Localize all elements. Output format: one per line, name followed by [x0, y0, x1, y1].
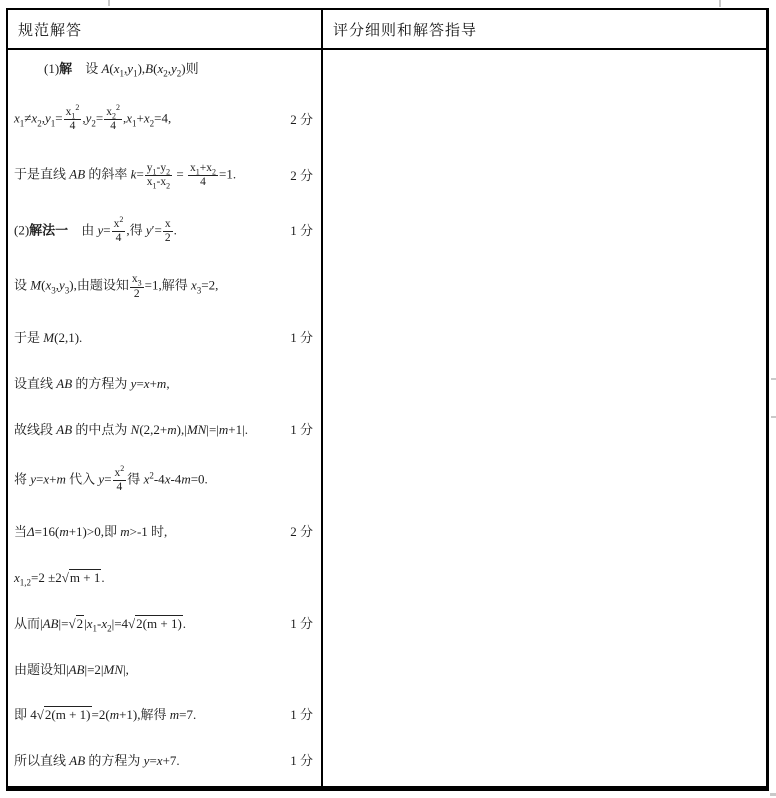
score-label: 1 分: [290, 223, 313, 239]
solution-line: [14, 375, 313, 393]
solution-math: (1)解 设 $A(x_1,y_1),B(x_2,y_2)$则: [44, 61, 199, 79]
scan-artifact: [719, 0, 721, 7]
header-cell-solution: 规范解答: [8, 10, 321, 50]
score-label: 1 分: [290, 753, 313, 769]
solution-math: (2)解法一 由 y= $\frac{x^2}{4}$ ,得 y′= $\frac{x}{2}$ .: [14, 214, 177, 244]
solution-line: [14, 661, 313, 679]
solution-math: 故线段 AB 的中点为 N(2,2+m),|MN|=|m+1|.: [14, 422, 248, 438]
score-label: 1 分: [290, 330, 313, 346]
solution-math: $x_{1,2}=2 \pm 2√m + 1$.: [14, 569, 105, 588]
solution-math: 设直线 AB 的方程为 y=x+m,: [14, 376, 170, 392]
solution-math: 所以直线 AB 的方程为 y=x+7.: [14, 753, 180, 769]
score-label: 1 分: [290, 422, 313, 438]
solution-math: 即 4√2(m + 1)=2(m+1),解得 m=7.: [14, 707, 197, 723]
solution-math: 于是 M(2,1).: [14, 330, 83, 346]
guidance-paragraphs: [323, 50, 766, 786]
score-label: 2 分: [290, 523, 313, 539]
solution-math: $x_1\ne x_2,y_1=$ $\frac{x_1^2}{4}$ $,y_2=$ $\frac{x_2^2}{4}$ $,x_1+x_2=4$,: [14, 103, 172, 133]
solution-line: [14, 615, 313, 633]
solution-line: [14, 60, 313, 78]
solution-line: [14, 706, 313, 724]
solution-line: [14, 214, 313, 245]
header-cell-guidance: 评分细则和解答指导: [323, 10, 766, 50]
scan-artifact: [771, 416, 776, 418]
solution-line: [14, 273, 313, 300]
solution-column: [8, 10, 323, 786]
solution-line: [14, 329, 313, 347]
solution-math: 当Δ=16(m+1)>0,即 m>-1 时,: [14, 523, 168, 539]
scan-artifact: [108, 0, 110, 6]
solution-line: [14, 569, 313, 587]
score-label: 2 分: [290, 167, 313, 183]
solution-line: [14, 421, 313, 439]
solution-math: 设 $M(x_3,y_3)$,由题设知 $\frac{x_3}{2}$ =1,解得 $x_3=2$,: [14, 273, 219, 300]
solution-lines: [8, 50, 321, 786]
scan-artifact: [771, 378, 776, 380]
scoring-table: [6, 8, 769, 791]
solution-math: 于是直线 AB 的斜率 k= $\frac{y_1-y_2}{x_1-x_2}$ = $\frac{x_1+x_2}{4}$ =1.: [14, 161, 237, 191]
solution-line: [14, 523, 313, 541]
solution-math: 将 y=x+m 代入 y= $\frac{x^2}{4}$ 得 $x^2-4x-4m=0$.: [14, 464, 208, 494]
solution-line: [14, 103, 313, 133]
scan-artifact: [770, 793, 776, 796]
solution-line: [14, 752, 313, 770]
solution-line: [14, 162, 313, 189]
guidance-column: [323, 10, 766, 786]
score-label: 1 分: [290, 707, 313, 723]
score-label: 1 分: [290, 615, 313, 631]
solution-line: [14, 464, 313, 494]
solution-math: 由题设知|AB|=2|MN|,: [14, 661, 129, 677]
score-label: 2 分: [290, 111, 313, 127]
solution-math: 从而$|AB|=√2|x_1-x_2|=4√2(m + 1)$.: [14, 615, 187, 634]
